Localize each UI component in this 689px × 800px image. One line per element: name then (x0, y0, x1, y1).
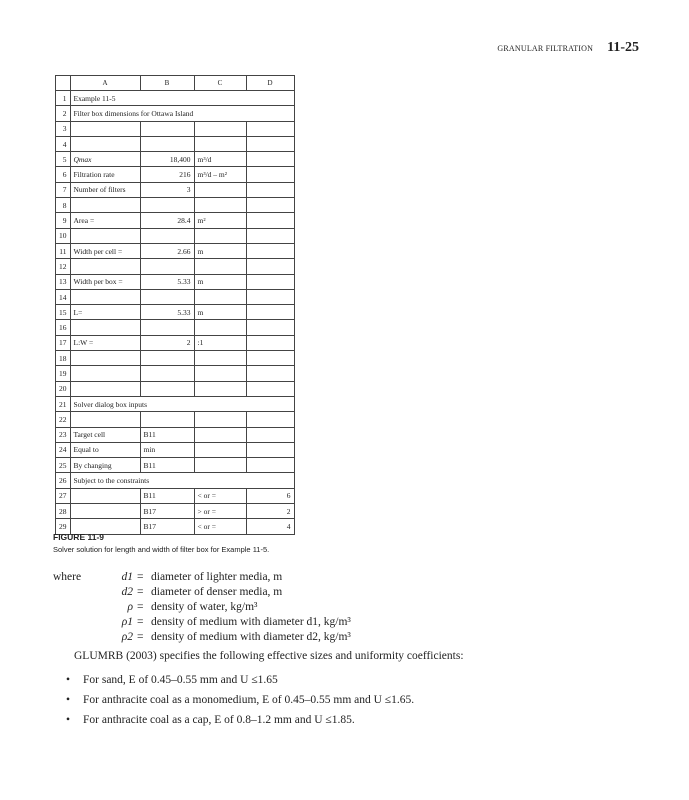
sheet-cell: 3 (140, 182, 194, 197)
sheet-cell (246, 259, 294, 274)
sheet-cell (194, 366, 246, 381)
row-number: 1 (56, 91, 71, 106)
sheet-row (56, 167, 295, 182)
sheet-row (56, 366, 295, 381)
row-number: 9 (56, 213, 71, 228)
bullet-item: • For anthracite coal as a monomedium, E of 0.45–0.55 mm and U ≤1.65. (66, 694, 415, 706)
where-definitions (53, 570, 351, 645)
sheet-cell (246, 289, 294, 304)
sheet-cell (246, 442, 294, 457)
sheet-row (56, 335, 295, 350)
row-number: 18 (56, 351, 71, 366)
sheet-cell (140, 259, 194, 274)
sheet-cell (70, 228, 140, 243)
sheet-cell: > or = (194, 504, 246, 519)
sheet-cell (140, 228, 194, 243)
sheet-row (56, 504, 295, 519)
bullet-list (66, 674, 414, 734)
column-header: B (140, 76, 194, 91)
definition-row: d2 = diameter of denser media, m (53, 585, 351, 600)
sheet-row (56, 289, 295, 304)
sheet-row (56, 412, 295, 427)
sheet-cell: 2 (140, 335, 194, 350)
sheet-cell: m (194, 274, 246, 289)
sheet-cell (246, 366, 294, 381)
row-number: 8 (56, 198, 71, 213)
sheet-cell (70, 289, 140, 304)
definition-text: density of medium with diameter d1, kg/m³ (151, 616, 351, 628)
definition-row: ρ1 = density of medium with diameter d1, kg/m³ (53, 615, 351, 630)
sheet-row (56, 213, 295, 228)
page-number: 11-25 (607, 40, 639, 55)
definition-row: ρ2 = density of medium with diameter d2, kg/m³ (53, 630, 351, 645)
definition-symbol: ρ1 (121, 616, 133, 628)
sheet-cell: 216 (140, 167, 194, 182)
definition-text: diameter of denser media, m (151, 586, 283, 598)
sheet-cell (246, 274, 294, 289)
sheet-cell (140, 381, 194, 396)
bullet-item: • For sand, E of 0.45–0.55 mm and U ≤1.65 (66, 674, 278, 686)
row-number: 19 (56, 366, 71, 381)
row-number: 28 (56, 504, 71, 519)
sheet-cell: Subject to the constraints (70, 473, 294, 488)
sheet-row (56, 228, 295, 243)
sheet-cell: Filtration rate (70, 167, 140, 182)
sheet-cell: 2 (246, 504, 294, 519)
bullet-text: For sand, E of 0.45–0.55 mm and U ≤1.65 (83, 674, 278, 686)
sheet-cell: m³/d (194, 152, 246, 167)
sheet-cell: B11 (140, 458, 194, 473)
column-header: D (246, 76, 294, 91)
definition-symbol: ρ2 (121, 631, 133, 643)
sheet-cell: Solver dialog box inputs (70, 396, 294, 411)
sheet-cell (70, 381, 140, 396)
sheet-cell (246, 351, 294, 366)
sheet-cell (246, 182, 294, 197)
definition-text: diameter of lighter media, m (151, 571, 283, 583)
sheet-cell: 2.66 (140, 243, 194, 258)
row-number: 21 (56, 396, 71, 411)
sheet-cell: By changing (70, 458, 140, 473)
definition-text: density of water, kg/m³ (151, 601, 258, 613)
sheet-row (56, 473, 295, 488)
sheet-row (56, 182, 295, 197)
sheet-cell (194, 320, 246, 335)
sheet-cell (194, 412, 246, 427)
sheet-cell (140, 121, 194, 136)
row-number: 15 (56, 305, 71, 320)
where-lead (53, 600, 88, 615)
row-number: 23 (56, 427, 71, 442)
sheet-cell (194, 442, 246, 457)
sheet-row (56, 106, 295, 121)
where-lead (53, 585, 88, 600)
row-number: 22 (56, 412, 71, 427)
body-paragraph: GLUMRB (2003) specifies the following effective sizes and uniformity coefficients: (74, 650, 464, 662)
sheet-cell (140, 320, 194, 335)
sheet-cell: Target cell (70, 427, 140, 442)
sheet-row (56, 91, 295, 106)
row-number: 11 (56, 243, 71, 258)
row-number: 12 (56, 259, 71, 274)
sheet-row (56, 274, 295, 289)
where-lead (53, 615, 88, 630)
definition-symbol: d2 (121, 586, 133, 598)
sheet-cell: Number of filters (70, 182, 140, 197)
sheet-cell: 18,400 (140, 152, 194, 167)
sheet-row (56, 259, 295, 274)
row-number: 20 (56, 381, 71, 396)
sheet-row (56, 488, 295, 503)
sheet-cell (70, 136, 140, 151)
sheet-cell (194, 136, 246, 151)
sheet-cell (70, 412, 140, 427)
where-lead: where (53, 571, 82, 583)
sheet-cell (246, 152, 294, 167)
sheet-cell: m (194, 305, 246, 320)
sheet-cell: B17 (140, 519, 194, 534)
sheet-cell: m³/d – m² (194, 167, 246, 182)
row-number: 7 (56, 182, 71, 197)
sheet-cell (246, 427, 294, 442)
row-number: 10 (56, 228, 71, 243)
sheet-row (56, 320, 295, 335)
sheet-cell (140, 136, 194, 151)
sheet-cell (70, 259, 140, 274)
sheet-cell: < or = (194, 488, 246, 503)
sheet-row (56, 458, 295, 473)
sheet-cell: 5.33 (140, 274, 194, 289)
sheet-cell (194, 121, 246, 136)
column-header: A (70, 76, 140, 91)
sheet-cell: Filter box dimensions for Ottawa Island (70, 106, 294, 121)
sheet-cell (246, 412, 294, 427)
bullet-text: For anthracite coal as a monomedium, E of 0.45–0.55 mm and U ≤1.65. (83, 694, 415, 706)
sheet-cell (194, 289, 246, 304)
bullet-text: For anthracite coal as a cap, E of 0.8–1.2 mm and U ≤1.85. (83, 714, 355, 726)
row-number: 4 (56, 136, 71, 151)
sheet-cell: 4 (246, 519, 294, 534)
sheet-cell: B11 (140, 427, 194, 442)
sheet-cell (70, 351, 140, 366)
sheet-cell (194, 381, 246, 396)
sheet-cell (70, 366, 140, 381)
row-number: 3 (56, 121, 71, 136)
row-number: 2 (56, 106, 71, 121)
sheet-cell (194, 259, 246, 274)
sheet-cell (194, 458, 246, 473)
sheet-cell (194, 351, 246, 366)
row-number: 5 (56, 152, 71, 167)
definition-symbol: ρ (127, 601, 133, 613)
where-lead (53, 630, 88, 645)
column-header-row (56, 76, 295, 91)
definition-row: where d1 = diameter of lighter media, m (53, 571, 283, 583)
sheet-cell: 28.4 (140, 213, 194, 228)
sheet-cell (70, 488, 140, 503)
sheet-cell (246, 335, 294, 350)
sheet-cell (246, 381, 294, 396)
sheet-cell: Width per cell = (70, 243, 140, 258)
sheet-cell: m² (194, 213, 246, 228)
running-head (497, 40, 639, 56)
sheet-row (56, 243, 295, 258)
sheet-cell: m (194, 243, 246, 258)
sheet-cell: :1 (194, 335, 246, 350)
sheet-cell (194, 427, 246, 442)
row-number: 14 (56, 289, 71, 304)
sheet-row (56, 351, 295, 366)
sheet-cell: L= (70, 305, 140, 320)
definition-symbol: d1 (121, 571, 133, 583)
row-number: 16 (56, 320, 71, 335)
row-number: 25 (56, 458, 71, 473)
sheet-cell (246, 305, 294, 320)
sheet-cell (140, 412, 194, 427)
row-number: 29 (56, 519, 71, 534)
sheet-row (56, 136, 295, 151)
sheet-cell (246, 458, 294, 473)
sheet-cell (194, 182, 246, 197)
column-header: C (194, 76, 246, 91)
sheet-row (56, 152, 295, 167)
sheet-row (56, 427, 295, 442)
definition-row: ρ = density of water, kg/m³ (53, 600, 351, 615)
sheet-cell: min (140, 442, 194, 457)
sheet-cell: Width per box = (70, 274, 140, 289)
row-number: 24 (56, 442, 71, 457)
sheet-row (56, 305, 295, 320)
sheet-cell: Example 11-5 (70, 91, 294, 106)
sheet-cell (246, 320, 294, 335)
sheet-cell (194, 198, 246, 213)
row-number: 13 (56, 274, 71, 289)
spreadsheet (55, 75, 295, 535)
sheet-cell: Equal to (70, 442, 140, 457)
sheet-cell (246, 136, 294, 151)
sheet-cell: 5.33 (140, 305, 194, 320)
sheet-cell (70, 121, 140, 136)
sheet-row (56, 381, 295, 396)
corner-cell (56, 76, 71, 91)
sheet-row (56, 121, 295, 136)
sheet-cell (140, 366, 194, 381)
sheet-cell: B11 (140, 488, 194, 503)
row-number: 26 (56, 473, 71, 488)
figure-caption: Solver solution for length and width of filter box for Example 11-5. (53, 545, 270, 554)
sheet-row (56, 198, 295, 213)
row-number: 17 (56, 335, 71, 350)
sheet-cell: L:W = (70, 335, 140, 350)
sheet-cell (140, 198, 194, 213)
sheet-cell (70, 504, 140, 519)
sheet-cell: 6 (246, 488, 294, 503)
sheet-cell: Area = (70, 213, 140, 228)
sheet-cell (70, 198, 140, 213)
row-number: 6 (56, 167, 71, 182)
sheet-cell: B17 (140, 504, 194, 519)
sheet-cell (194, 228, 246, 243)
sheet-cell (246, 213, 294, 228)
sheet-row (56, 442, 295, 457)
bullet-item: • For anthracite coal as a cap, E of 0.8–1.2 mm and U ≤1.85. (66, 714, 355, 726)
running-head-title: GRANULAR FILTRATION (497, 44, 594, 53)
row-number: 27 (56, 488, 71, 503)
sheet-cell (246, 198, 294, 213)
sheet-cell (140, 289, 194, 304)
sheet-row (56, 396, 295, 411)
definition-text: density of medium with diameter d2, kg/m³ (151, 631, 351, 643)
sheet-cell (246, 121, 294, 136)
figure-label: FIGURE 11-9 (53, 532, 105, 542)
sheet-cell: < or = (194, 519, 246, 534)
sheet-cell (246, 243, 294, 258)
sheet-cell (246, 167, 294, 182)
sheet-cell (140, 351, 194, 366)
sheet-cell: Qmax (70, 152, 140, 167)
sheet-cell (246, 228, 294, 243)
sheet-cell (70, 320, 140, 335)
